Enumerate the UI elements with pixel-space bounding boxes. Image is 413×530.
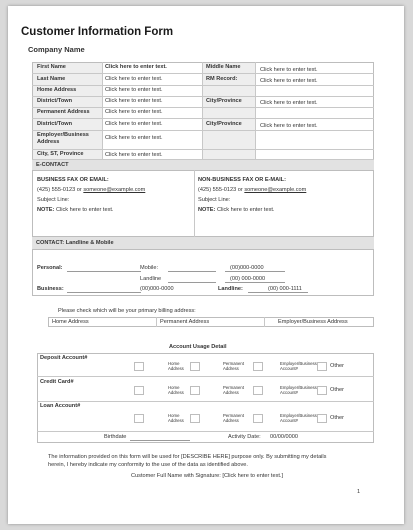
billing-option-permanent[interactable]: Permanent Address — [160, 319, 210, 325]
col-employer-label: Employer/Business Account# — [280, 413, 317, 423]
econtact-header: E-CONTACT — [32, 160, 374, 170]
col-permanent-label: Permanent Address — [223, 361, 245, 371]
col-permanent-label: Permanent Address — [223, 413, 245, 423]
col-employer-label: Employer/Business Account# — [280, 361, 317, 371]
landline-colon-label: Landline: — [218, 286, 243, 292]
activity-date-label: Activity Date: — [228, 434, 261, 440]
billing-option-home[interactable]: Home Address — [52, 319, 89, 325]
checkbox[interactable] — [190, 414, 200, 423]
deposit-account-label: Deposit Account# — [40, 355, 88, 361]
consent-text-line2: herein, I hereby indicate my conformity to the use of the data as identified above. — [48, 462, 248, 468]
col-home-label: Home Address — [168, 361, 184, 371]
billing-prompt: Please check which will be your primary billing address: — [58, 308, 196, 314]
loan-account-label: Loan Account# — [40, 403, 81, 409]
form-page — [8, 6, 404, 524]
district-label: District/Town — [37, 98, 73, 104]
last-name-field[interactable]: Click here to enter text. — [105, 76, 163, 82]
checkbox[interactable] — [134, 362, 144, 371]
checkbox[interactable] — [317, 386, 327, 395]
checkbox[interactable] — [317, 414, 327, 423]
last-name-label: Last Name — [37, 76, 66, 82]
activity-date-field[interactable]: 00/00/0000 — [270, 434, 298, 440]
company-name: Company Name — [28, 45, 85, 54]
nonbusiness-email-link[interactable]: someone@example.com — [244, 187, 307, 193]
landline-label: Landline — [140, 276, 162, 282]
signature-field[interactable]: Customer Full Name with Signature: [Click here to enter text.] — [131, 473, 284, 479]
checkbox[interactable] — [134, 414, 144, 423]
city-province-field[interactable]: Click here to enter text. — [260, 100, 318, 106]
col-home-label: Home Address — [168, 413, 184, 423]
checkbox[interactable] — [190, 386, 200, 395]
landline-header: CONTACT: Landline & Mobile — [32, 237, 374, 249]
col-permanent-label: Permanent Address — [223, 385, 245, 395]
business-phone-field[interactable]: (00)000-0000 — [140, 286, 174, 292]
col-employer-label: Employer/Business Account# — [280, 385, 317, 395]
page-number: 1 — [357, 489, 361, 495]
city-state-label: City, ST, Province — [37, 151, 84, 157]
checkbox[interactable] — [317, 362, 327, 371]
nonbusiness-subject-line[interactable]: Subject Line: — [198, 197, 231, 203]
business-email-link[interactable]: someone@example.com — [83, 187, 146, 193]
landline-section — [32, 249, 374, 296]
district-field[interactable]: Click here to enter text. — [105, 121, 163, 127]
business-note[interactable]: NOTE: Click here to enter text. — [37, 207, 114, 213]
business-subject-line[interactable]: Subject Line: — [37, 197, 70, 203]
personal-label: Personal: — [37, 265, 63, 271]
middle-name-field[interactable]: Click here to enter text. — [260, 67, 318, 73]
checkbox[interactable] — [253, 362, 263, 371]
landline-phone-field[interactable]: (00) 000-0000 — [230, 276, 266, 282]
first-name-field[interactable]: Click here to enter text. — [105, 64, 167, 70]
nonbusiness-contact-title: NON-BUSINESS FAX OR E-MAIL: — [198, 177, 286, 183]
consent-text-line1: The information provided on this form will be used for [DESCRIBE HERE] purpose only. By submitting my details — [48, 454, 327, 460]
mobile-phone-field[interactable]: (00)000-0000 — [230, 265, 264, 271]
city-province-label: City/Province — [206, 98, 242, 104]
col-home-label: Home Address — [168, 385, 184, 395]
billing-option-employer[interactable]: Employer/Business Address — [278, 319, 348, 325]
checkbox[interactable] — [253, 414, 263, 423]
nonbusiness-phone-email: (425) 555-0123 or someone@example.com — [198, 187, 307, 193]
birthdate-label: Birthdate — [104, 434, 127, 440]
business-label: Business: — [37, 286, 64, 292]
business-contact-title: BUSINESS FAX OR EMAIL: — [37, 177, 109, 183]
col-other-label: Other — [330, 363, 344, 369]
home-address-field[interactable]: Click here to enter text. — [105, 87, 163, 93]
middle-name-label: Middle Name — [206, 64, 241, 70]
employer-address-label: Employer/Business Address — [37, 132, 89, 145]
first-name-label: First Name — [37, 64, 66, 70]
city-province-label: City/Province — [206, 121, 242, 127]
credit-card-label: Credit Card# — [40, 379, 74, 385]
home-address-label: Home Address — [37, 87, 77, 93]
business-phone-email: (425) 555-0123 or someone@example.com — [37, 187, 146, 193]
district-label: District/Town — [37, 121, 73, 127]
checkbox[interactable] — [190, 362, 200, 371]
permanent-address-field[interactable]: Click here to enter text. — [105, 109, 163, 115]
rm-record-label: RM Record: — [206, 76, 238, 82]
checkbox[interactable] — [253, 386, 263, 395]
checkbox[interactable] — [134, 386, 144, 395]
district-field[interactable]: Click here to enter text. — [105, 98, 163, 104]
nonbusiness-note[interactable]: NOTE: Click here to enter text. — [198, 207, 275, 213]
col-other-label: Other — [330, 415, 344, 421]
employer-address-field[interactable]: Click here to enter text. — [105, 135, 163, 141]
mobile-label: Mobile: — [140, 265, 159, 271]
account-usage-header: Account Usage Detail — [169, 344, 227, 350]
col-other-label: Other — [330, 387, 344, 393]
city-province-field[interactable]: Click here to enter text. — [260, 123, 318, 129]
form-title: Customer Information Form — [21, 26, 174, 38]
city-state-field[interactable]: Click here to enter text. — [105, 152, 163, 158]
business-landline-field[interactable]: (00) 000-1111 — [268, 286, 302, 292]
permanent-address-label: Permanent Address — [37, 109, 90, 115]
rm-record-field[interactable]: Click here to enter text. — [260, 78, 318, 84]
